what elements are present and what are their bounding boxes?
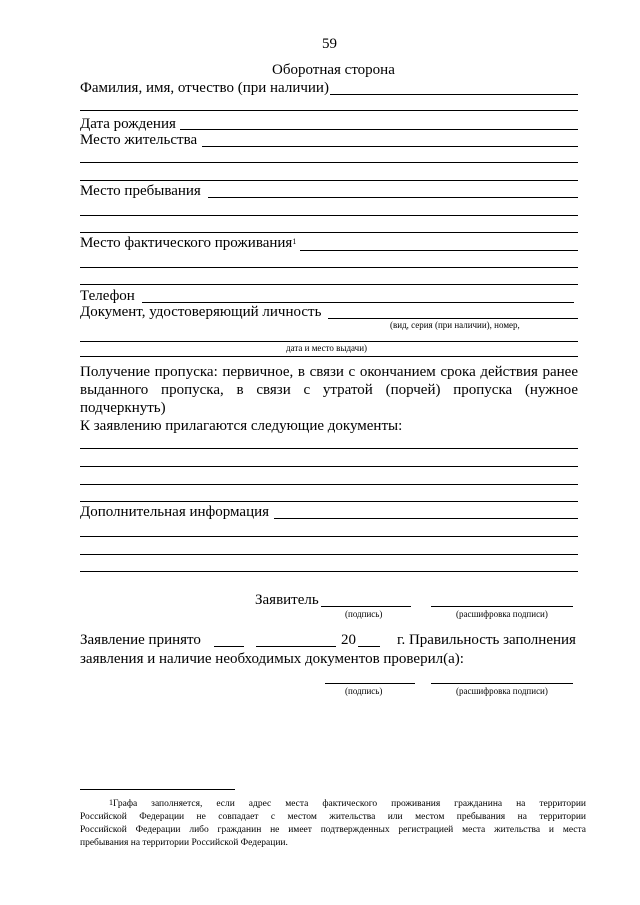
attached-docs-label: К заявлению прилагаются следующие документы: — [80, 418, 403, 434]
residence-line-2[interactable] — [80, 162, 578, 163]
phone-line[interactable] — [142, 302, 574, 303]
footnote-reference: 1 — [292, 237, 297, 246]
residence-line[interactable] — [202, 146, 578, 147]
accepted-year-line[interactable] — [358, 646, 380, 647]
footnote-text-1: Графа заполняется, если адрес места фактического проживания гражданина на территории — [113, 799, 586, 809]
identity-doc-line[interactable] — [328, 318, 578, 319]
full-name-line-2[interactable] — [80, 110, 578, 111]
extra-info-line-4[interactable] — [80, 571, 578, 572]
residence-label: Место жительства — [80, 132, 198, 148]
extra-info-line[interactable] — [274, 518, 578, 519]
residence-line-3[interactable] — [80, 180, 578, 181]
checker-signature-hint: (подпись) — [345, 686, 383, 696]
identity-doc-label: Документ, удостоверяющий личность — [80, 304, 322, 320]
applicant-label: Заявитель — [255, 592, 319, 608]
phone-label: Телефон — [80, 288, 135, 304]
footnote-line-2: Российской Федерации не совпадает с местом жительства или местом пребывания на территории — [80, 812, 586, 822]
footnote-mark: 1 — [109, 798, 113, 807]
applicant-signature-hint: (подпись) — [345, 609, 383, 619]
applicant-decode-line[interactable] — [431, 606, 573, 607]
attached-docs-line-3[interactable] — [80, 484, 578, 485]
actual-residence-line-3[interactable] — [80, 284, 578, 285]
pass-reason-line-1: Получение пропуска: первичное, в связи с окончанием срока действия ранее — [80, 364, 578, 380]
attached-docs-line-2[interactable] — [80, 466, 578, 467]
stay-place-line-2[interactable] — [80, 215, 578, 216]
pass-reason-line-2: выданного пропуска, в связи с утратой (порчей) пропуска (нужное — [80, 382, 578, 398]
identity-doc-hint-2: дата и место выдачи) — [286, 343, 368, 353]
attached-docs-line-4[interactable] — [80, 501, 578, 502]
page-heading: Оборотная сторона — [272, 62, 395, 78]
pass-reason-line-3: подчеркнуть) — [80, 400, 166, 416]
checker-decode-hint: (расшифровка подписи) — [456, 686, 548, 696]
identity-doc-hint-1: (вид, серия (при наличии), номер, — [390, 320, 520, 330]
stay-place-line[interactable] — [208, 197, 578, 198]
accepted-line-2: заявления и наличие необходимых документов проверил(а): — [80, 651, 464, 667]
attached-docs-line-1[interactable] — [80, 448, 578, 449]
extra-info-label: Дополнительная информация — [80, 504, 270, 520]
footnote-separator — [80, 789, 235, 790]
applicant-decode-hint: (расшифровка подписи) — [456, 609, 548, 619]
footnote-line-4: пребывания на территории Российской Федерации. — [80, 838, 288, 848]
actual-residence-line[interactable] — [300, 250, 578, 251]
accepted-line-1-left: Заявление принято — [80, 632, 201, 648]
actual-residence-text: Место фактического проживания — [80, 235, 293, 251]
applicant-signature-line[interactable] — [321, 606, 411, 607]
identity-doc-line-2[interactable] — [80, 341, 578, 342]
footnote-line-3: Российской Федерации либо гражданин не имеет подтвержденных регистрацией места жительства и места — [80, 825, 586, 835]
extra-info-line-2[interactable] — [80, 536, 578, 537]
full-name-label: Фамилия, имя, отчество (при наличии) — [80, 80, 329, 96]
page-number: 59 — [322, 36, 337, 52]
accepted-month-line[interactable] — [256, 646, 336, 647]
checker-signature-line[interactable] — [325, 683, 415, 684]
birth-date-label: Дата рождения — [80, 116, 176, 132]
footnote-line-1 — [80, 798, 586, 811]
extra-info-line-3[interactable] — [80, 554, 578, 555]
actual-residence-label — [80, 235, 296, 252]
accepted-day-line[interactable] — [214, 646, 244, 647]
identity-doc-line-3[interactable] — [80, 356, 578, 357]
full-name-line[interactable] — [330, 94, 578, 95]
accepted-line-1-right: г. Правильность заполнения — [397, 632, 576, 648]
actual-residence-line-2[interactable] — [80, 267, 578, 268]
birth-date-line[interactable] — [180, 129, 578, 130]
stay-place-label: Место пребывания — [80, 183, 201, 199]
stay-place-line-3[interactable] — [80, 232, 578, 233]
accepted-year-prefix: 20 — [341, 632, 356, 648]
checker-decode-line[interactable] — [431, 683, 573, 684]
